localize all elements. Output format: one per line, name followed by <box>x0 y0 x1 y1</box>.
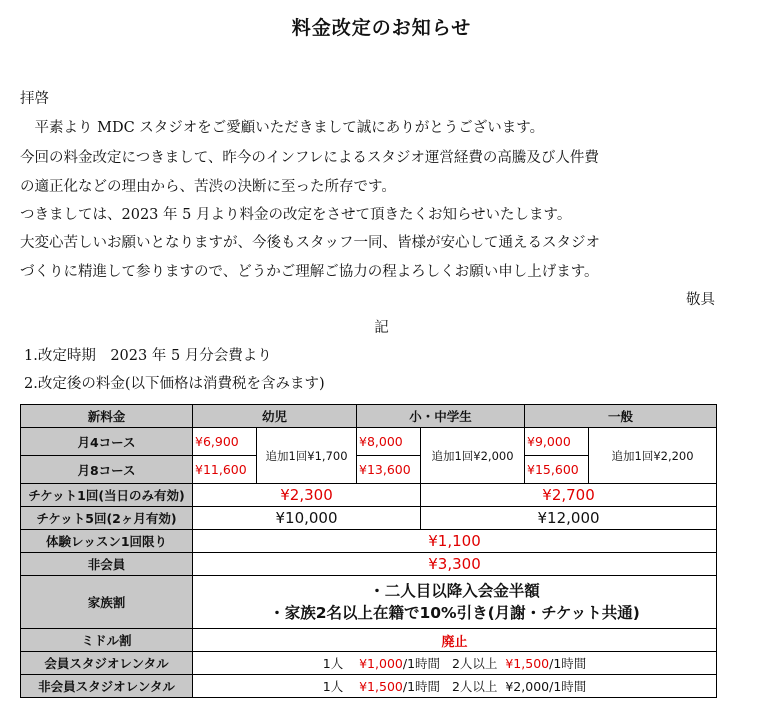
item-1: 1.改定時期 2023 年 5 月分会費より <box>24 348 272 364</box>
family-line-2: ・家族2名以上在籍で10%引き(月謝・チケット共通) <box>269 604 640 622</box>
fee-table <box>20 404 717 698</box>
nonmember-rental-two-per-hour: /1時間 <box>549 679 587 694</box>
infant-extra: 追加1回¥1,700 <box>257 428 357 484</box>
nonmember-rental-two-price: ¥2,000 <box>505 679 550 694</box>
body-line-1: 平素より MDC スタジオをご愛顧いただきまして誠にありがとうございます。 <box>20 120 545 136</box>
nonmember-rental-row <box>21 675 717 698</box>
nonmember-rental-two: 2人以上 <box>451 679 498 694</box>
body-line-3: の適正化などの理由から、苦渋の決断に至った所存です。 <box>20 179 396 195</box>
member-rental-label: 会員スタジオレンタル <box>21 652 193 675</box>
course4-infant-price: ¥6,900 <box>193 428 257 456</box>
body-line-6: づくりに精進して参りますので、どうかご理解ご協力の程よろしくお願い申し上げます。 <box>20 264 599 280</box>
member-rental-one-price: ¥1,000 <box>359 656 403 671</box>
course8-label: 月8コース <box>21 456 193 484</box>
header-infant: 幼児 <box>193 405 357 428</box>
nonmember-rental-prices <box>193 675 717 698</box>
family-row <box>21 576 717 629</box>
trial-price: ¥1,100 <box>193 530 717 553</box>
nonmember-label: 非会員 <box>21 553 193 576</box>
header-row <box>21 405 717 428</box>
student-extra: 追加1回¥2,000 <box>421 428 525 484</box>
nonmember-rental-per-hour: /1時間 <box>402 679 441 694</box>
member-rental-two-price: ¥1,500 <box>505 656 550 671</box>
nonmember-rental-one-price: ¥1,500 <box>359 679 403 694</box>
trial-row <box>21 530 717 553</box>
general-extra: 追加1回¥2,200 <box>589 428 717 484</box>
body-line-2: 今回の料金改定につきまして、昨今のインフレによるスタジオ運営経費の高騰及び人件費 <box>20 150 599 166</box>
course4-student-price: ¥8,000 <box>357 428 421 456</box>
nonmember-rental-label: 非会員スタジオレンタル <box>21 675 193 698</box>
ticket1-label: チケット1回(当日のみ有効) <box>21 484 193 507</box>
family-discount <box>193 576 717 629</box>
member-rental-prices <box>193 652 717 675</box>
header-general: 一般 <box>525 405 717 428</box>
course4-general-price: ¥9,000 <box>525 428 589 456</box>
course4-row <box>21 428 717 456</box>
closing: 敬具 <box>686 292 715 308</box>
course8-infant-price: ¥11,600 <box>193 456 257 484</box>
ticket1-row <box>21 484 717 507</box>
nonmember-rental-one: 1人 <box>322 679 344 694</box>
member-rental-one: 1人 <box>322 656 344 671</box>
ticket5-row <box>21 507 717 530</box>
member-rental-two: 2人以上 <box>451 656 498 671</box>
body-line-5: 大変心苦しいお願いとなりますが、今後もスタッフ一同、皆様が安心して通えるスタジオ <box>20 235 600 251</box>
middle-value: 廃止 <box>193 629 717 652</box>
ticket5-price-b: ¥12,000 <box>421 507 717 530</box>
header-student: 小・中学生 <box>357 405 525 428</box>
course8-student-price: ¥13,600 <box>357 456 421 484</box>
family-label: 家族割 <box>21 576 193 629</box>
nonmember-row <box>21 553 717 576</box>
ki-heading: 記 <box>374 320 389 336</box>
course8-general-price: ¥15,600 <box>525 456 589 484</box>
ticket1-price-a: ¥2,300 <box>193 484 421 507</box>
item-2: 2.改定後の料金(以下価格は消費税を含みます) <box>24 376 325 392</box>
member-rental-per-hour: /1時間 <box>402 656 441 671</box>
ticket1-price-b: ¥2,700 <box>421 484 717 507</box>
member-rental-row <box>21 652 717 675</box>
ticket5-label: チケット5回(2ヶ月有効) <box>21 507 193 530</box>
trial-label: 体験レッスン1回限り <box>21 530 193 553</box>
family-line-1: ・二人目以降入会金半額 <box>369 582 540 600</box>
header-new-fee: 新料金 <box>21 405 193 428</box>
course4-label: 月4コース <box>21 428 193 456</box>
middle-row <box>21 629 717 652</box>
greeting: 拝啓 <box>20 91 49 107</box>
ticket5-price-a: ¥10,000 <box>193 507 421 530</box>
member-rental-two-per-hour: /1時間 <box>549 656 587 671</box>
middle-label: ミドル割 <box>21 629 193 652</box>
document-title: 料金改定のお知らせ <box>291 17 472 39</box>
body-line-4: つきましては、2023 年 5 月より料金の改定をさせて頂きたくお知らせいたします。 <box>20 207 572 223</box>
nonmember-price: ¥3,300 <box>193 553 717 576</box>
